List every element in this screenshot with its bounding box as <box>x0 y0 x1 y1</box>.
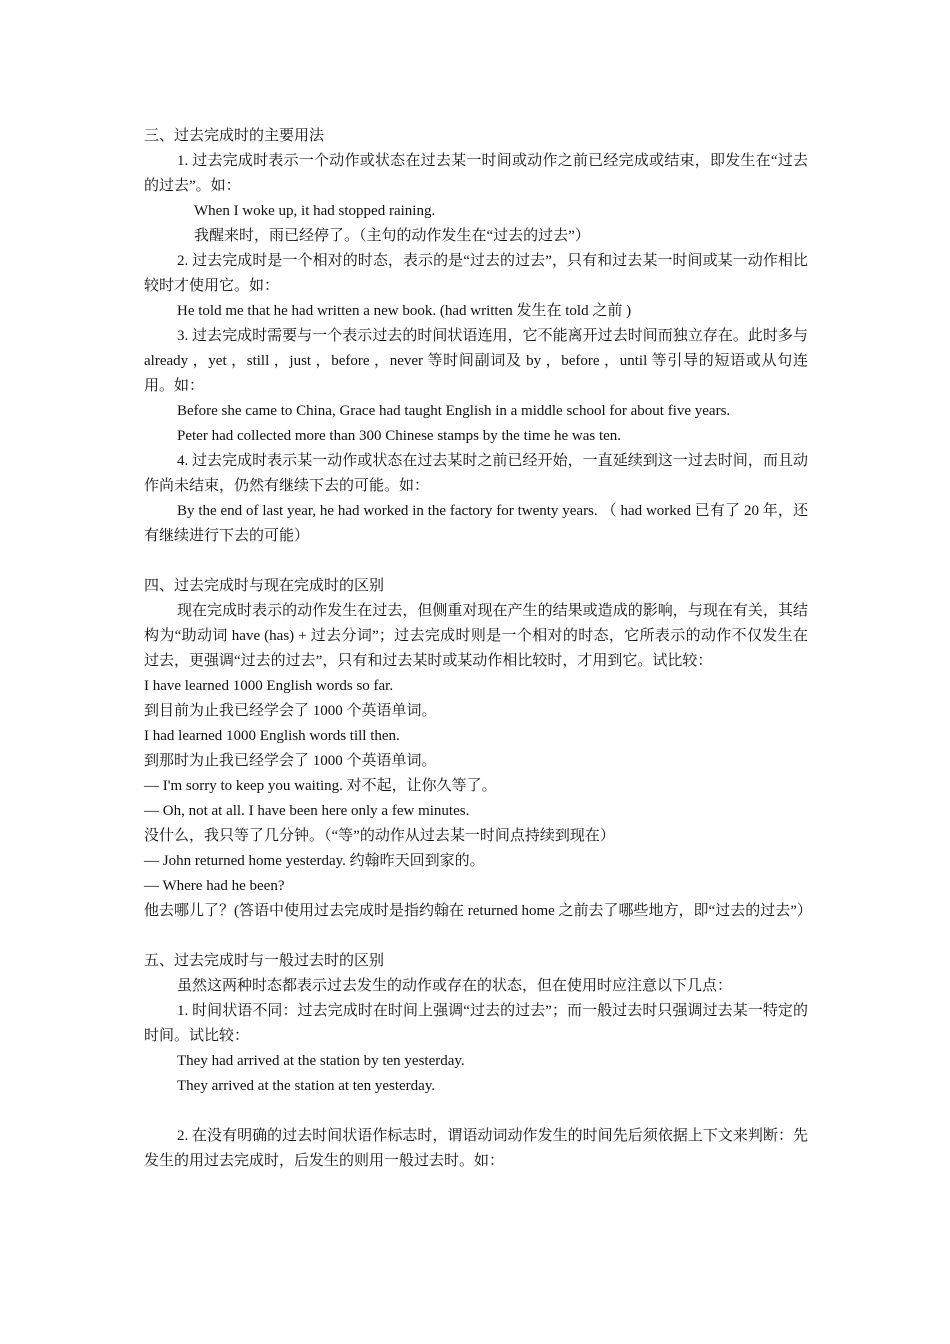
example-sentence: He told me that he had written a new book. (had written 发生在 told 之前 ) <box>177 303 632 319</box>
example-translation: 我醒来时，雨已经停了。（主句的动作发生在“过去的过去”） <box>194 228 590 244</box>
section-5-intro: 虽然这两种时态都表示过去发生的动作或存在的状态，但在使用时应注意以下几点： <box>177 978 733 994</box>
section-5-point-1: 1. 时间状语不同：过去完成时在时间上强调“过去的过去”；而一般过去时只强调过去某一特定的时间。试比较： <box>144 1003 808 1044</box>
section-4-heading: 四、过去完成时与现在完成时的区别 <box>144 578 385 594</box>
section-4-paragraph: 现在完成时表示的动作发生在过去，但侧重对现在产生的结果或造成的影响，与现在有关，其结构为“助动词 have (has) + 过去分词”；过去完成时则是一个相对的时态，它所表示的动作不仅发生在过去，更强调“过去的过去”，只有和过去某时或某动作相比较时，才用到它。试比较： <box>144 603 808 669</box>
section-5-heading: 五、过去完成时与一般过去时的区别 <box>144 953 385 969</box>
comparison-line: 到那时为止我已经学会了 1000 个英语单词。 <box>144 753 437 769</box>
dialogue-line: — I'm sorry to keep you waiting. 对不起，让你久等了。 <box>144 778 497 794</box>
example-sentence: Peter had collected more than 300 Chinese stamps by the time he was ten. <box>177 428 622 444</box>
blank-line <box>144 549 808 574</box>
blank-line <box>144 924 808 949</box>
example-sentence: By the end of last year, he had worked in the factory for twenty years. （ had worked 已有了 20 年，还有继续进行下去的可能） <box>144 503 808 544</box>
example-sentence: They had arrived at the station by ten yesterday. <box>177 1053 465 1069</box>
dialogue-line: — John returned home yesterday. 约翰昨天回到家的。 <box>144 853 485 869</box>
comparison-line: I had learned 1000 English words till then. <box>144 728 400 744</box>
example-sentence: They arrived at the station at ten yesterday. <box>177 1078 436 1094</box>
section-3-point-3: 3. 过去完成时需要与一个表示过去的时间状语连用，它不能离开过去时间而独立存在。此时多与 already ，yet ，still ，just ，before ，never 等时间副词及 by ，before ，until 等引导的短语或从句连用。如： <box>144 328 808 394</box>
dialogue-line: 没什么，我只等了几分钟。（“等”的动作从过去某一时间点持续到现在） <box>144 828 615 844</box>
blank-line <box>144 1099 808 1124</box>
example-sentence: Before she came to China, Grace had taught English in a middle school for about five years. <box>177 403 731 419</box>
dialogue-line: — Oh, not at all. I have been here only a few minutes. <box>144 803 470 819</box>
comparison-line: I have learned 1000 English words so far. <box>144 678 394 694</box>
section-3-point-2: 2. 过去完成时是一个相对的时态，表示的是“过去的过去”，只有和过去某一时间或某一动作相比较时才使用它。如： <box>144 253 808 294</box>
document-body <box>144 124 812 1174</box>
section-3-heading: 三、过去完成时的主要用法 <box>144 128 325 144</box>
section-3-point-1: 1. 过去完成时表示一个动作或状态在过去某一时间或动作之前已经完成或结束，即发生在“过去的过去”。如： <box>144 153 808 194</box>
example-sentence: When I woke up, it had stopped raining. <box>194 203 436 219</box>
section-3-point-4: 4. 过去完成时表示某一动作或状态在过去某时之前已经开始，一直延续到这一过去时间，而且动作尚未结束，仍然有继续下去的可能。如： <box>144 453 808 494</box>
section-5-point-2: 2. 在没有明确的过去时间状语作标志时，谓语动词动作发生的时间先后须依据上下文来判断：先发生的用过去完成时，后发生的则用一般过去时。如： <box>144 1128 808 1169</box>
comparison-line: 到目前为止我已经学会了 1000 个英语单词。 <box>144 703 437 719</box>
dialogue-line: — Where had he been? <box>144 878 285 894</box>
dialogue-explanation: 他去哪儿了？(答语中使用过去完成时是指约翰在 returned home 之前去了哪些地方，即“过去的过去”） <box>144 903 812 919</box>
